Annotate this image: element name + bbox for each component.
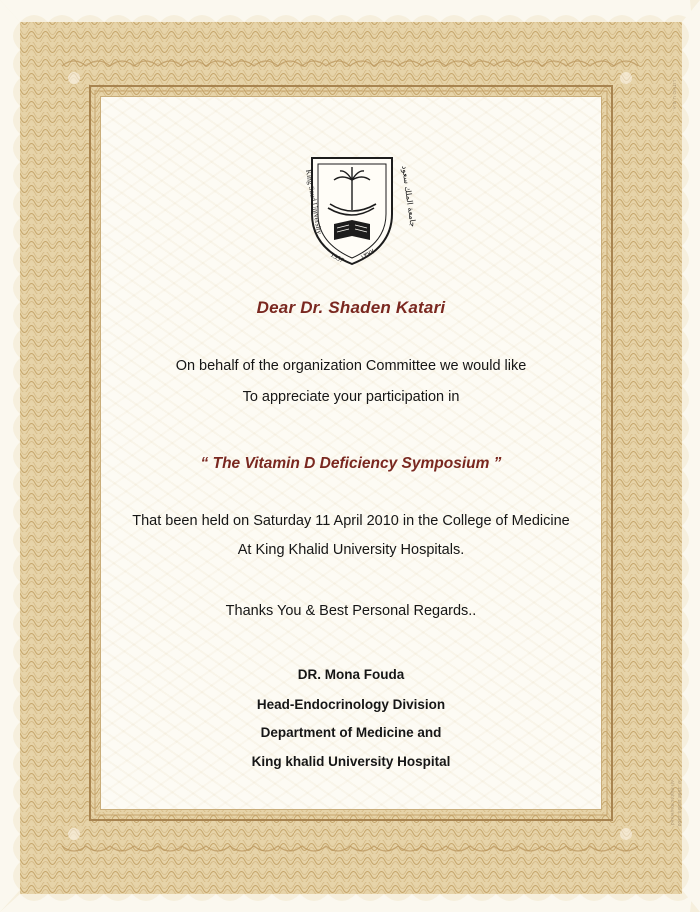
signatory-name: DR. Mona Fouda [297,667,405,682]
university-crest-logo [290,152,418,268]
print-mark-copyright: © 1998 GOES 2403 [677,780,682,827]
print-mark-litho: LITHO U.S.A. [672,80,677,112]
recipient-greeting: Dear Dr. Shaden Katari [256,298,446,317]
crest-text-english: King Saud University [304,168,325,235]
crest-text-arabic: جامعة الملك سعود [400,165,418,228]
crest-year-gregorian: 1957 [329,250,346,265]
body-line-1: On behalf of the organization Committee we would like [175,358,527,374]
signatory-title: Head-Endocrinology Division [256,697,446,712]
closing-regards: Thanks You & Best Personal Regards.. [225,603,477,619]
signatory-hospital: King khalid University Hospital [251,754,451,769]
body-line-4: At King Khalid University Hospitals. [237,542,465,558]
body-line-3: That been held on Saturday 11 April 2010 in the College of Medicine [132,513,570,529]
event-title: “ The Vitamin D Deficiency Symposium ” [200,455,502,472]
signatory-department: Department of Medicine and [260,725,442,740]
print-mark-rights: All Rights Reserved [670,780,675,826]
crest-year-hijri: ١٣٧٧ [359,247,377,262]
body-line-2: To appreciate your participation in [242,389,460,405]
